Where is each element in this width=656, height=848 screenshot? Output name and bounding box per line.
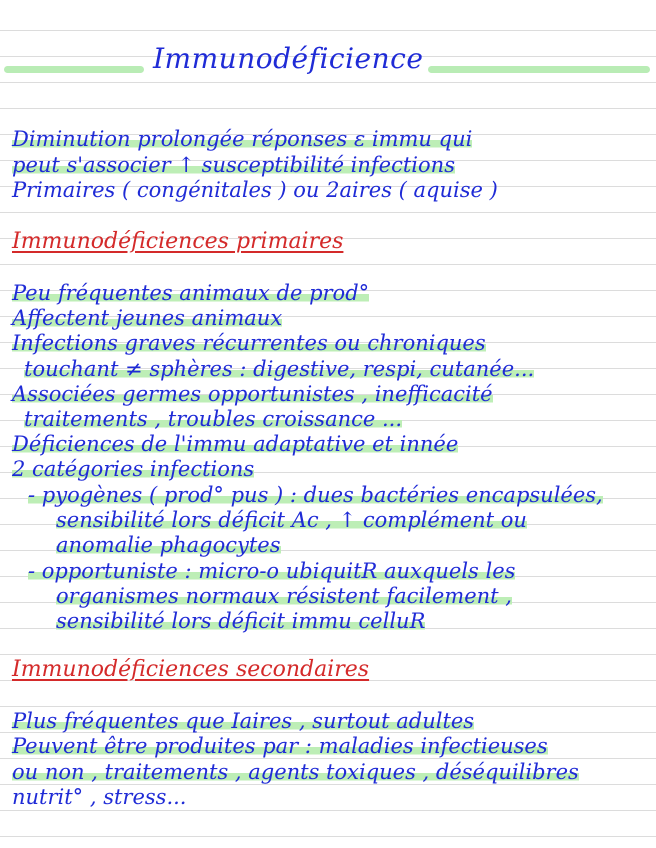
primary-line-1: Peu fréquentes animaux de prod° xyxy=(12,281,370,305)
secondary-line-4: nutrit° , stress... xyxy=(12,785,187,809)
primary-line-4: touchant ≠ sphères : digestive, respi, cutanée... xyxy=(24,357,535,381)
primary-line-6: traitements , troubles croissance ... xyxy=(24,407,403,431)
primary-line-8: 2 catégories infections xyxy=(12,457,255,481)
primary-line-13: organismes normaux résistent facilement , xyxy=(56,584,512,608)
title-highlight-left xyxy=(4,66,144,73)
primary-line-12: - opportuniste : micro-o ubiquitR auxquels les xyxy=(28,559,516,583)
primary-line-7: Déficiences de l'immu adaptative et innée xyxy=(12,432,459,456)
primary-line-10: sensibilité lors déficit Ac , ↑ complément ou xyxy=(56,508,527,532)
primary-line-3: Infections graves récurrentes ou chroniques xyxy=(12,331,486,355)
secondary-line-2: Peuvent être produites par : maladies infectieuses xyxy=(12,734,548,758)
intro-line-2: peut s'associer ↑ susceptibilité infections xyxy=(12,153,455,177)
primary-line-11: anomalie phagocytes xyxy=(56,533,281,557)
secondary-line-3: ou non , traitements , agents toxiques , déséquilibres xyxy=(12,760,579,784)
intro-line-3: Primaires ( congénitales ) ou 2aires ( aquise ) xyxy=(12,178,498,202)
page-title: Immunodéficience xyxy=(153,42,424,75)
secondary-heading: Immunodéficiences secondaires xyxy=(12,657,370,682)
secondary-line-1: Plus fréquentes que Iaires , surtout adultes xyxy=(12,709,475,733)
title-highlight-right xyxy=(428,66,650,73)
primary-heading: Immunodéficiences primaires xyxy=(12,229,344,254)
intro-line-1: Diminution prolongée réponses ε immu qui xyxy=(12,127,473,151)
primary-line-9: - pyogènes ( prod° pus ) : dues bactéries encapsulées, xyxy=(28,483,603,507)
primary-line-14: sensibilité lors déficit immu celluR xyxy=(56,609,426,633)
primary-line-5: Associées germes opportunistes , inefficacité xyxy=(12,382,493,406)
primary-line-2: Affectent jeunes animaux xyxy=(12,306,283,330)
